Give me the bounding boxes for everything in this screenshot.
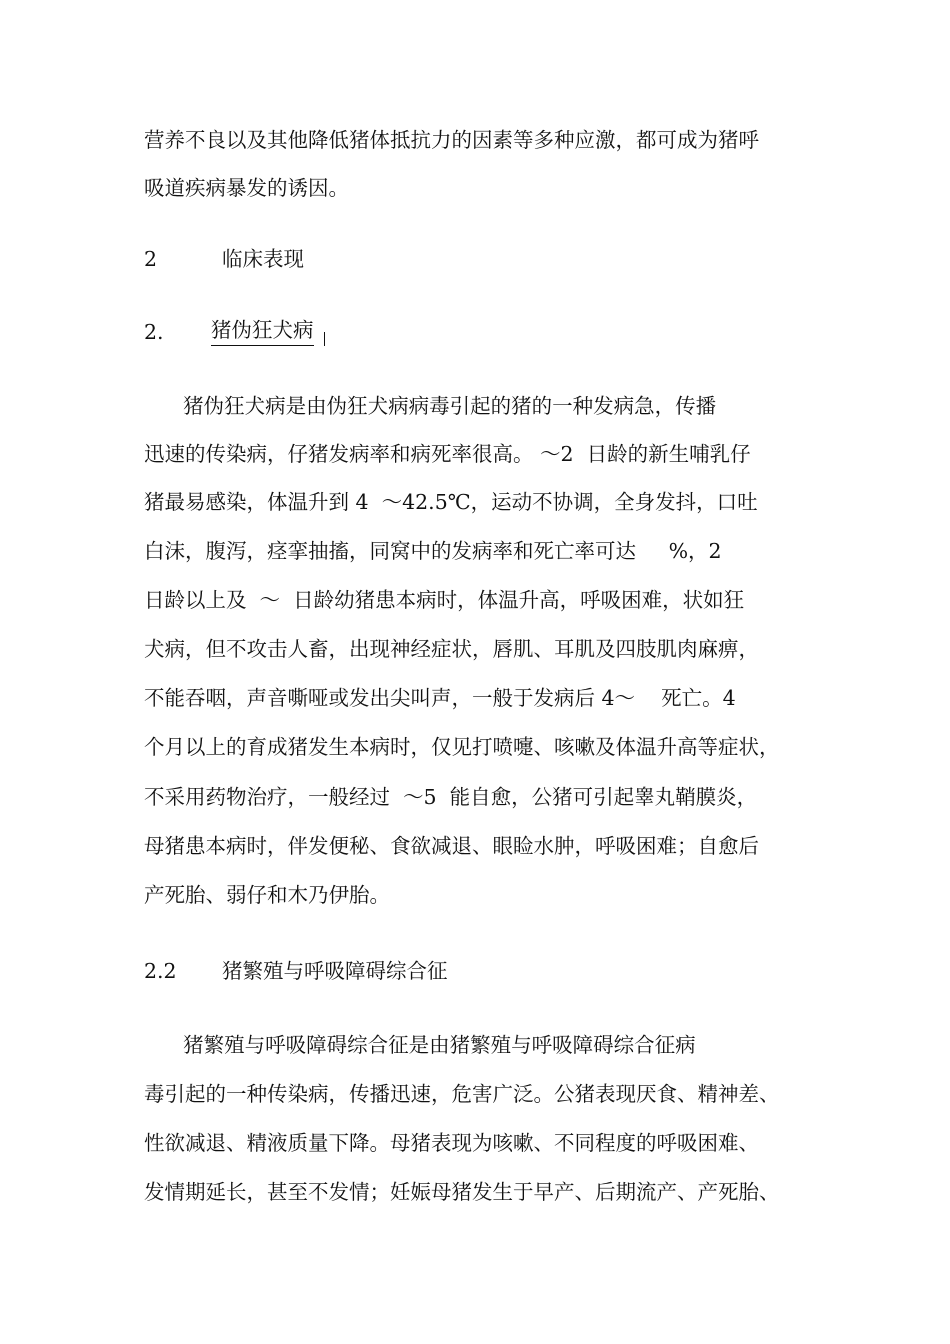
paragraph-line: 营养不良以及其他降低猪体抵抗力的因素等多种应激，都可成为猪呼 xyxy=(144,128,759,152)
paragraph-line: 母猪患本病时，伴发便秘、食欲减退、眼睑水肿，呼吸困难；自愈后 xyxy=(144,834,759,858)
paragraph-line: 日龄以上及 ～ 日龄幼猪患本病时，体温升高，呼吸困难，状如狂 xyxy=(144,588,745,612)
subsection-title: 猪伪狂犬病 xyxy=(211,317,314,346)
paragraph-line: 犬病，但不攻击人畜，出现神经症状，唇肌、耳肌及四肢肌肉麻痹， xyxy=(144,637,759,661)
paragraph-line: 发情期延长，甚至不发情；妊娠母猪发生于早产、后期流产、产死胎、 xyxy=(144,1180,780,1204)
section-title: 临床表现 xyxy=(222,247,304,271)
section-number: 2 xyxy=(144,247,158,271)
subsection-title: 猪繁殖与呼吸障碍综合征 xyxy=(222,959,448,983)
paragraph-line: 猪伪狂犬病是由伪狂犬病病毒引起的猪的一种发病急，传播 xyxy=(144,394,717,418)
subsection-number: 2. xyxy=(144,320,164,344)
paragraph-line: 猪繁殖与呼吸障碍综合征是由猪繁殖与呼吸障碍综合征病 xyxy=(144,1033,696,1057)
paragraph-line: 产死胎、弱仔和木乃伊胎。 xyxy=(144,883,390,907)
paragraph-line: 白沫，腹泻，痉挛抽搐，同窝中的发病率和死亡率可达 %，2 xyxy=(144,539,722,563)
paragraph-line: 不采用药物治疗，一般经过 ～5 能自愈，公猪可引起睾丸鞘膜炎， xyxy=(144,785,758,809)
underline-mark xyxy=(324,332,325,346)
paragraph-line: 猪最易感染，体温升到 4 ～42.5℃，运动不协调，全身发抖，口吐 xyxy=(144,490,758,514)
paragraph-line: 迅速的传染病，仔猪发病率和病死率很高。 ～2 日龄的新生哺乳仔 xyxy=(144,442,751,466)
paragraph-line: 毒引起的一种传染病，传播迅速，危害广泛。公猪表现厌食、精神差、 xyxy=(144,1082,780,1106)
paragraph-line: 性欲减退、精液质量下降。母猪表现为咳嗽、不同程度的呼吸困难、 xyxy=(144,1131,759,1155)
paragraph-line: 不能吞咽，声音嘶哑或发出尖叫声，一般于发病后 4～ 死亡。4 xyxy=(144,686,736,710)
subsection-number: 2.2 xyxy=(144,959,177,983)
paragraph-line: 吸道疾病暴发的诱因。 xyxy=(144,176,349,200)
paragraph-line: 个月以上的育成猪发生本病时，仅见打喷嚏、咳嗽及体温升高等症状， xyxy=(144,735,780,759)
